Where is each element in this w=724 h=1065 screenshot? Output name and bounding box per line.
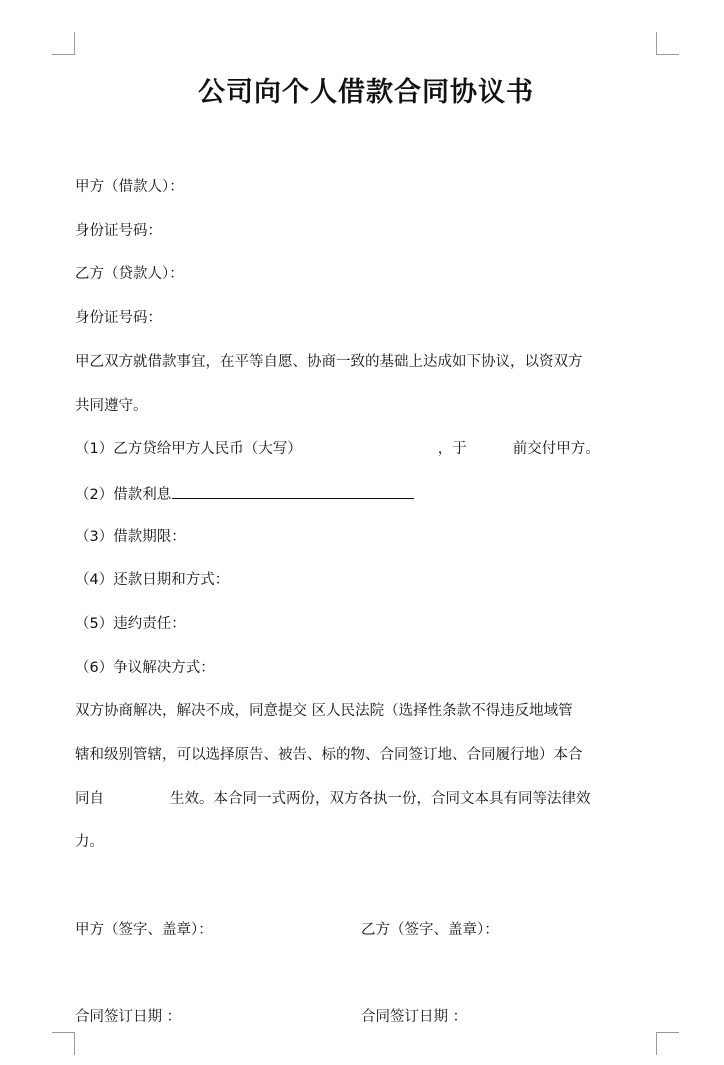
clause-1-part-2: ，于 [437,441,467,457]
dispute-line-4: 力。 [75,834,104,850]
clause-6: （6）争议解决方式： [75,660,215,676]
clause-1-part-1: （1）乙方贷给甲方人民币（大写） [75,441,302,457]
document-title: 公司向个人借款合同协议书 [198,77,534,108]
dispute-line-2: 辖和级别管辖，可以选择原告、被告、标的物、合同签订地、合同履行地）本合 [75,747,583,763]
crop-mark-bottom-right [656,1032,679,1055]
party-a-signature: 甲方（签字、盖章）： [75,922,213,938]
dispute-line-1: 双方协商解决，解决不成，同意提交 区人民法院（选择性条款不得违反地域管 [75,703,573,719]
dispute-line-3b: 生效。本合同一式两份，双方各执一份，合同文本具有同等法律效 [170,791,591,807]
clause-1-part-3: 前交付甲方。 [512,441,600,457]
crop-mark-bottom-left [52,1032,75,1055]
clause-2-label: （2）借款利息 [75,487,172,503]
clause-3: （3）借款期限： [75,529,186,545]
party-b-sign-date: 合同签订日期 ： [361,1009,468,1025]
clause-5: （5）违约责任： [75,616,186,632]
interest-blank-line [172,483,414,499]
party-b-signature: 乙方（签字、盖章）： [361,922,499,938]
clause-1 [75,439,600,459]
intro-line-1: 甲乙双方就借款事宜，在平等自愿、协商一致的基础上达成如下协议，以资双方 [75,354,583,370]
crop-mark-top-left [52,32,75,55]
dispute-line-3a: 同自 [75,791,104,807]
party-a-id: 身份证号码： [75,223,162,239]
clause-4: （4）还款日期和方式： [75,572,230,588]
party-a-label: 甲方（借款人）： [75,179,184,195]
clause-2 [75,483,414,505]
party-b-id: 身份证号码： [75,310,162,326]
party-b-label: 乙方（贷款人）： [75,266,184,282]
crop-mark-top-right [656,32,679,55]
dispute-line-3 [75,789,591,809]
intro-line-2: 共同遵守。 [75,398,148,414]
party-a-sign-date: 合同签订日期 ： [75,1009,182,1025]
